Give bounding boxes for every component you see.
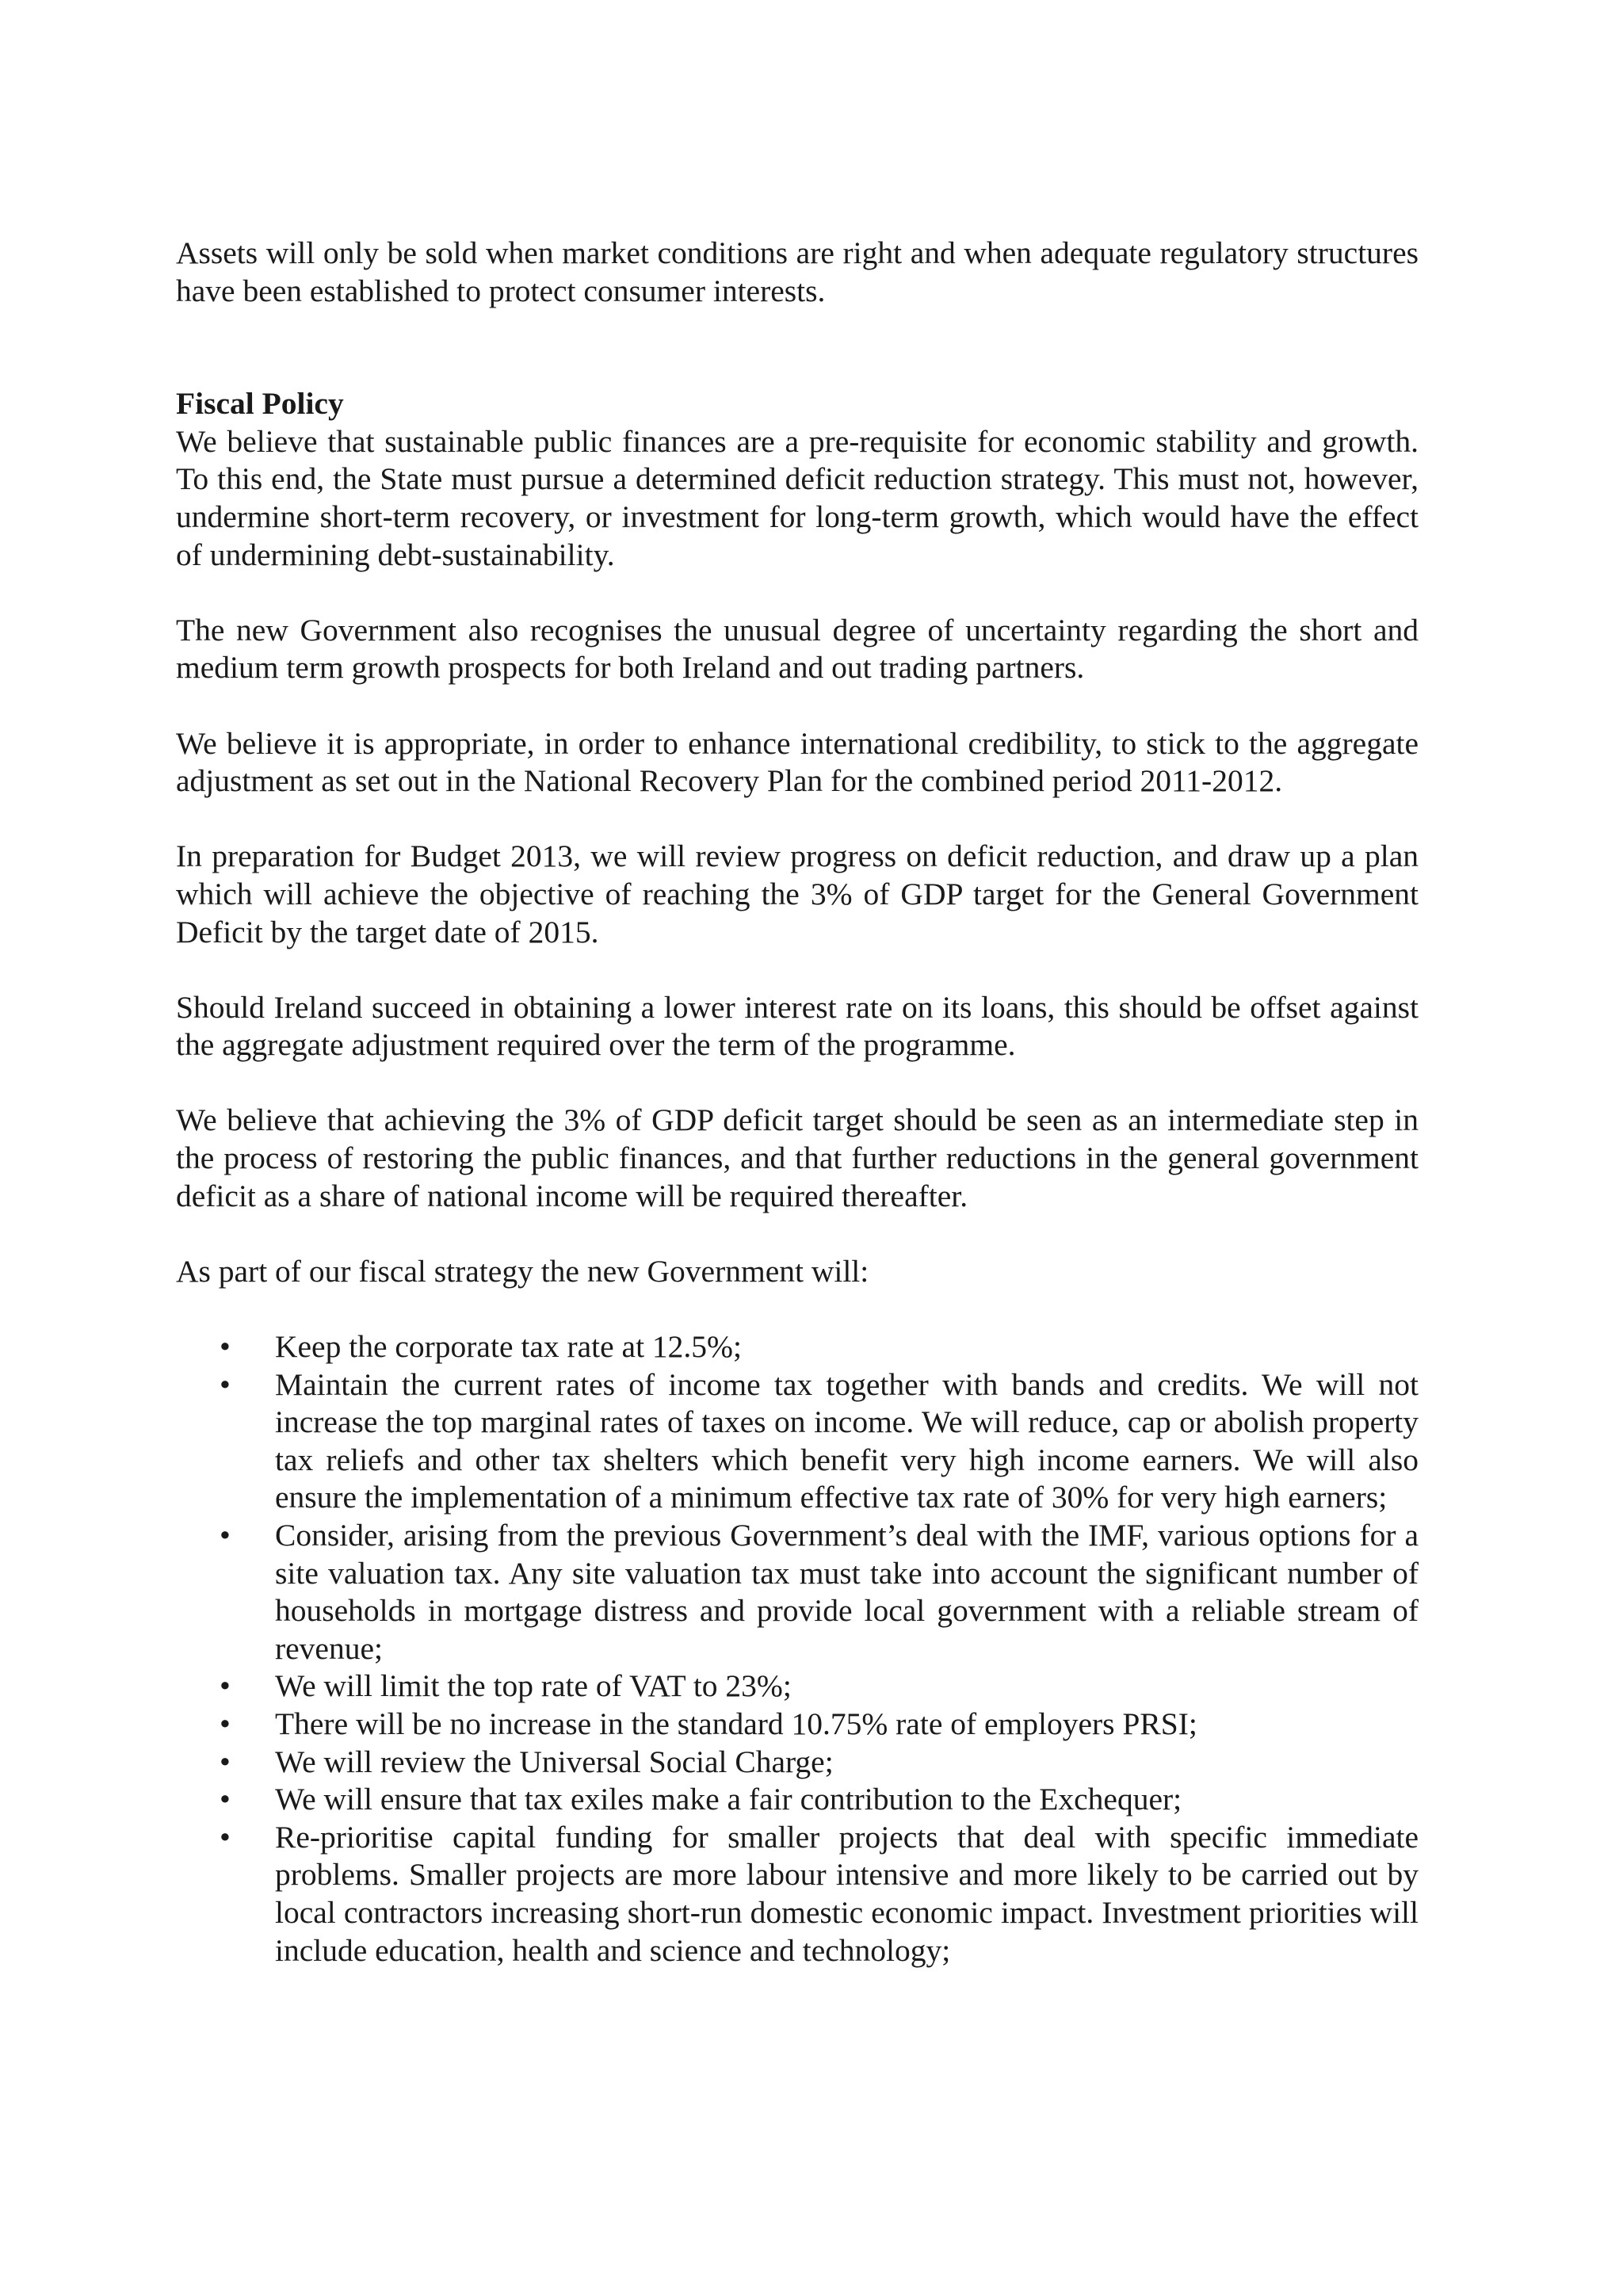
list-item-text: We will ensure that tax exiles make a fair contribution to the Exchequer;: [275, 1782, 1182, 1817]
list-item-text: Re-prioritise capital funding for smaller projects that deal with specific immediate problems. Smaller projects are more labour intensive and more likely to be carried out by local contractors increasing short-run domestic economic impact. Investment priorities will include education, health and science and technology;: [275, 1819, 1419, 1968]
bullet-icon: •: [220, 1706, 231, 1741]
fiscal-strategy-list: [176, 1328, 1419, 1969]
list-item: [176, 1366, 1419, 1517]
list-item: [176, 1668, 1419, 1706]
bullet-icon: •: [220, 1744, 231, 1779]
paragraph: Should Ireland succeed in obtaining a lower interest rate on its loans, this should be offset against the aggregate adjustment required over the term of the programme.: [176, 989, 1419, 1063]
bullet-icon: •: [220, 1819, 231, 1855]
bullet-icon: •: [220, 1782, 231, 1817]
paragraph: We believe that sustainable public finances are a pre-requisite for economic stability and growth. To this end, the State must pursue a determined deficit reduction strategy. This must not, however, undermine short-term recovery, or investment for long-term growth, which would have the effect of undermining debt-sustainability.: [176, 423, 1419, 572]
list-item: [176, 1328, 1419, 1366]
list-item: [176, 1819, 1419, 1969]
paragraph: In preparation for Budget 2013, we will review progress on deficit reduction, and draw up a plan which will achieve the objective of reaching the 3% of GDP target for the General Government Deficit by the target date of 2015.: [176, 839, 1419, 949]
list-item-text: Keep the corporate tax rate at 12.5%;: [275, 1329, 742, 1365]
list-item-text: There will be no increase in the standard 10.75% rate of employers PRSI;: [275, 1706, 1197, 1741]
paragraph: The new Government also recognises the unusual degree of uncertainty regarding the short and medium term growth prospects for both Ireland and out trading partners.: [176, 612, 1419, 686]
list-item: [176, 1517, 1419, 1668]
paragraph: We believe that achieving the 3% of GDP deficit target should be seen as an intermediate step in the process of restoring the public finances, and that further reductions in the general government deficit as a share of national income will be required thereafter.: [176, 1102, 1419, 1213]
list-item: [176, 1744, 1419, 1782]
bullet-list-intro: As part of our fiscal strategy the new Government will:: [176, 1253, 869, 1289]
bullet-icon: •: [220, 1668, 231, 1704]
list-item-text: We will limit the top rate of VAT to 23%;: [275, 1668, 792, 1704]
intro-paragraph: Assets will only be sold when market conditions are right and when adequate regulatory structures have been established to protect consumer interests.: [176, 235, 1419, 308]
list-item: [176, 1706, 1419, 1744]
bullet-icon: •: [220, 1518, 231, 1553]
list-item-text: We will review the Universal Social Charge;: [275, 1744, 834, 1779]
list-item: [176, 1781, 1419, 1819]
paragraph: We believe it is appropriate, in order to enhance international credibility, to stick to the aggregate adjustment as set out in the National Recovery Plan for the combined period 2011-2012.: [176, 725, 1419, 799]
list-item-text: Consider, arising from the previous Government’s deal with the IMF, various options for a site valuation tax. Any site valuation tax must take into account the significant number of households in mortgage distress and provide local government with a reliable stream of revenue;: [275, 1518, 1419, 1666]
document-page: [176, 235, 1419, 1969]
section-heading-fiscal-policy: Fiscal Policy: [176, 386, 344, 422]
list-item-text: Maintain the current rates of income tax together with bands and credits. We will not increase the top marginal rates of taxes on income. We will reduce, cap or abolish property tax reliefs and other tax shelters which benefit very high income earners. We will also ensure the implementation of a minimum effective tax rate of 30% for very high earners;: [275, 1366, 1419, 1515]
bullet-icon: •: [220, 1329, 231, 1365]
bullet-icon: •: [220, 1366, 231, 1402]
